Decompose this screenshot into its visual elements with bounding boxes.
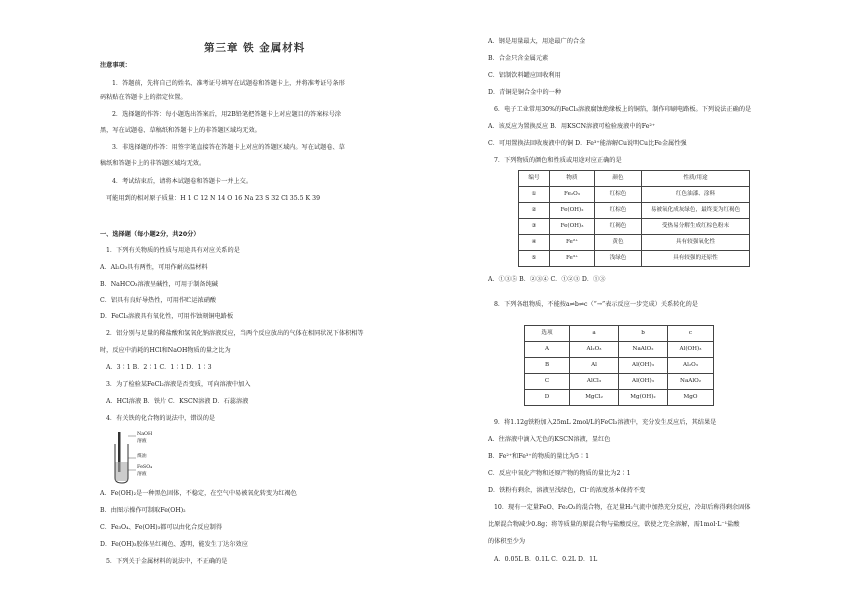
q7-header: 编号 (519, 171, 550, 187)
fig-label-naoh: NaOH (137, 432, 153, 437)
q8-cell: Al₂O₃ (668, 358, 714, 374)
q2-stem-2: 时，反应中消耗的HCl和NaOH物质的量之比为 (100, 347, 231, 354)
q10-line-1: 10．现有一定量FeO、Fe₂O₃的混合物，在足量H₂气流中加热充分反应，冷却后称得剩余固体 (494, 504, 751, 511)
note-1a: 1．答题前，先将自己的姓名、准考证号填写在试题卷和答题卡上，并将准考证号条形 (112, 80, 345, 87)
q7-cell: 易被氧化成灰绿色，最终变为红褐色 (642, 203, 750, 219)
table-row (519, 251, 750, 267)
q9-option-a: A．往溶液中滴入无色的KSCN溶液，显红色 (488, 436, 611, 443)
q7-cell: Fe²⁺ (550, 235, 595, 251)
q9-option-d: D．铁粉有剩余，溶液呈浅绿色，Cl⁻的浓度基本保持不变 (488, 487, 646, 494)
note-3b: 稿纸和答题卡上的非答题区域均无效。 (100, 160, 206, 167)
q7-cell: 红棕色 (595, 187, 642, 203)
q7-cell: ⑤ (519, 251, 550, 267)
table-row (519, 171, 750, 187)
q1-stem: 1．下列有关物质的性质与用途具有对应关系的是 (106, 247, 240, 254)
table-row (525, 390, 714, 406)
q8-header: b (619, 326, 668, 342)
q7-options: A．①③⑤ B．②③④ C．①②③ D．①③ (488, 276, 606, 283)
q7-cell: 红色油漆、涂料 (642, 187, 750, 203)
table-row (525, 342, 714, 358)
q7-cell: ② (519, 203, 550, 219)
notes-heading: 注意事项： (100, 62, 131, 69)
q3-options: A．HCl溶液 B．铁片 C．KSCN溶液 D．石蕊溶液 (106, 398, 249, 405)
q4-option-d: D．Fe(OH)₃胶体呈红褐色、透明，能发生丁达尔效应 (100, 541, 248, 548)
q8-table (524, 325, 714, 406)
q8-cell: D (525, 390, 570, 406)
table-row (525, 358, 714, 374)
q7-stem: 7．下列物质的颜色和性质或用途对应正确的是 (494, 157, 622, 164)
q1-option-c: C．铝具有良好导热性，可用作贮运浓硝酸 (100, 297, 217, 304)
q7-header: 性质/用途 (642, 171, 750, 187)
fig-label-kerosene: 煤油 (137, 454, 147, 459)
q8-cell: C (525, 374, 570, 390)
q6-options-cd: C．可用置换法回收废液中的铜 D．Fe³⁺能溶解Cu说明Cu比Fe金属性强 (488, 140, 687, 147)
q8-cell: Al (570, 358, 619, 374)
q8-cell: Mg(OH)₂ (619, 390, 668, 406)
q8-cell: MgCl₂ (570, 390, 619, 406)
q8-cell: NaAlO₂ (619, 342, 668, 358)
q8-cell: MgO (668, 390, 714, 406)
q7-cell: Fe³⁺ (550, 251, 595, 267)
q9-stem: 9．将1.12g铁粉加入25mL 2mol/L的FeCl₃溶液中，充分发生反应后，其结果是 (494, 419, 717, 426)
q5-option-a: A．钢是用量最大，用途最广的合金 (488, 38, 586, 45)
q8-cell: Al₂O₃ (570, 342, 619, 358)
q8-cell: NaAlO₂ (668, 374, 714, 390)
note-2a: 2．选择题的作答：每小题选出答案后，用2B铅笔把答题卡上对应题目的答案标号涂 (112, 111, 341, 118)
table-row (519, 219, 750, 235)
fig-label-solution-1: 溶液 (137, 439, 147, 444)
q8-cell: AlCl₃ (570, 374, 619, 390)
q4-stem: 4．有关铁的化合物的说法中，错误的是 (106, 415, 216, 422)
q1-option-b: B．NaHCO₃溶液呈碱性，可用于制备纯碱 (100, 281, 218, 288)
q7-cell: Fe₂O₃ (550, 187, 595, 203)
q9-option-c: C．反应中氧化产物和还原产物的物质的量比为2∶1 (488, 470, 631, 477)
q6-options-ab: A．该反应为置换反应 B．用KSCN溶液可检验废液中的Fe²⁺ (488, 123, 656, 130)
q5-stem: 5．下列关于金属材料的说法中，不正确的是 (106, 558, 228, 565)
q10-options: A．0.05L B．0.1L C．0.2L D．1L (494, 556, 598, 563)
table-row (519, 187, 750, 203)
atomic-masses: 可能用到的相对原子质量：H 1 C 12 N 14 O 16 Na 23 S 32 Cl 35.5 K 39 (106, 195, 320, 202)
q5-option-c: C．铝制饮料罐应回收利用 (488, 72, 561, 79)
q10-line-2: 比原混合物减少0.8g；将等质量的原混合物与盐酸反应，欲使之完全溶解，需1mol·L⁻¹盐酸 (488, 521, 740, 528)
q7-cell: 红褐色 (595, 219, 642, 235)
table-row (519, 203, 750, 219)
q4-option-c: C．Fe₃O₄、Fe(OH)₃都可以由化合反应制得 (100, 524, 223, 531)
q8-header: a (570, 326, 619, 342)
q8-cell: A (525, 342, 570, 358)
q7-cell: Fe(OH)₂ (550, 203, 595, 219)
q8-cell: B (525, 358, 570, 374)
q7-table (518, 170, 750, 267)
q4-option-a: A．Fe(OH)₂是一种黑色固体，不稳定，在空气中易被氧化转变为红褐色 (100, 490, 297, 497)
fig-label-feso4: FeSO₄ (137, 465, 153, 470)
note-1b: 码粘贴在答题卡上的指定位置。 (100, 94, 187, 101)
q7-cell: 黄色 (595, 235, 642, 251)
q3-stem: 3．为了检验某FeCl₂溶液是否变质，可向溶液中加入 (106, 381, 251, 388)
page-title: 第三章 铁 金属材料 (204, 42, 306, 54)
q10-line-3: 的体积至少为 (488, 538, 526, 545)
q9-option-b: B．Fe²⁺和Fe³⁺的物质的量比为5∶1 (488, 453, 590, 460)
q8-cell: Al(OH)₃ (668, 342, 714, 358)
note-4: 4．考试结束后，请将本试题卷和答题卡一并上交。 (112, 178, 253, 185)
q7-cell: 具有较强的还原性 (642, 251, 750, 267)
q8-stem: 8．下列各组物质，不能按a⇌b⇌c（“→”表示反应一步完成）关系转化的是 (494, 301, 698, 308)
table-row (519, 235, 750, 251)
q8-header: c (668, 326, 714, 342)
q7-header: 颜色 (595, 171, 642, 187)
q7-cell: ① (519, 187, 550, 203)
q8-cell: Al(OH)₃ (619, 358, 668, 374)
table-row (525, 326, 714, 342)
q4-option-b: B．由图示操作可制取Fe(OH)₂ (100, 507, 186, 514)
q5-option-d: D．青铜是铜合金中的一种 (488, 89, 562, 96)
q8-header: 选项 (525, 326, 570, 342)
q1-option-d: D．FeCl₃溶液具有氧化性，可用作蚀刻铜电路板 (100, 313, 234, 320)
q7-cell: 浅绿色 (595, 251, 642, 267)
q5-option-b: B．合金只含金属元素 (488, 55, 549, 62)
fig-label-solution-2: 溶液 (137, 472, 147, 477)
q1-option-a: A．Al₂O₃具有两性，可用作耐高温材料 (100, 264, 208, 271)
note-2b: 黑，写在试题卷、草稿纸和答题卡上的非答题区域均无效。 (100, 127, 261, 134)
q7-cell: 红棕色 (595, 203, 642, 219)
q7-cell: ③ (519, 219, 550, 235)
q7-header: 物质 (550, 171, 595, 187)
tube-solution (116, 462, 128, 481)
note-3a: 3．非选择题的作答：用签字笔直接答在答题卡上对应的答题区域内。写在试题卷、草 (112, 144, 345, 151)
q7-cell: 具有较强氧化性 (642, 235, 750, 251)
section-heading: 一、选择题（每小题2分，共20分） (100, 231, 200, 238)
q7-cell: 受热易分解生成红棕色粉末 (642, 219, 750, 235)
q7-cell: Fe(OH)₃ (550, 219, 595, 235)
q2-stem-1: 2．铝分别与足量的稀盐酸和氢氧化钠溶液反应，当两个反应放出的气体在相同状况下体积相等 (106, 330, 364, 337)
q8-cell: Al(OH)₃ (619, 374, 668, 390)
q6-stem: 6．电子工业常用30%的FeCl₃溶液腐蚀绝缘板上的铜箔，制作印刷电路板。下列说法正确的是 (494, 106, 752, 113)
q2-options: A．3∶1 B．2∶1 C．1∶1 D．1∶3 (106, 364, 212, 371)
q7-cell: ④ (519, 235, 550, 251)
table-row (525, 374, 714, 390)
